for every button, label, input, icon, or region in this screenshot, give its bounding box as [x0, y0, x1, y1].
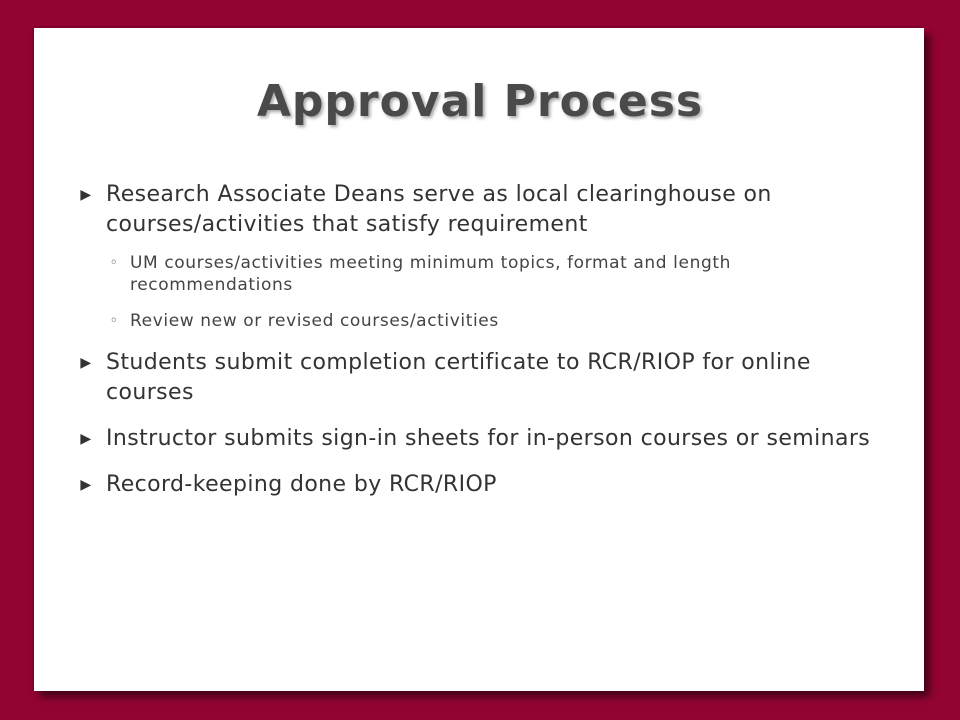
slide-title: Approval Process [256, 76, 704, 127]
bullet-item [76, 180, 876, 332]
sub-bullet-item [106, 252, 876, 296]
sub-bullet-text: Review new or revised courses/activities [130, 311, 499, 331]
triangle-bullet-icon: ▶ [80, 187, 92, 203]
bullet-list [76, 180, 876, 516]
bullet-text: Record-keeping done by RCR/RIOP [106, 472, 497, 497]
bullet-item [76, 348, 876, 408]
bullet-text: Students submit completion certificate to RCR/RIOP for online courses [106, 350, 811, 405]
bullet-text: Instructor submits sign-in sheets for in-person courses or seminars [106, 426, 871, 451]
sub-bullet-list [106, 252, 876, 332]
bullet-item [76, 424, 876, 454]
bullet-text: Research Associate Deans serve as local clearinghouse on courses/activities that satisfy requirement [106, 182, 772, 237]
sub-bullet-text: UM courses/activities meeting minimum topics, format and length recommendations [130, 253, 731, 295]
triangle-bullet-icon: ▶ [80, 355, 92, 371]
circle-bullet-icon: ◦ [109, 255, 119, 271]
sub-bullet-item [106, 310, 876, 332]
circle-bullet-icon: ◦ [109, 313, 119, 329]
triangle-bullet-icon: ▶ [80, 477, 92, 493]
triangle-bullet-icon: ▶ [80, 431, 92, 447]
bullet-item [76, 470, 876, 500]
